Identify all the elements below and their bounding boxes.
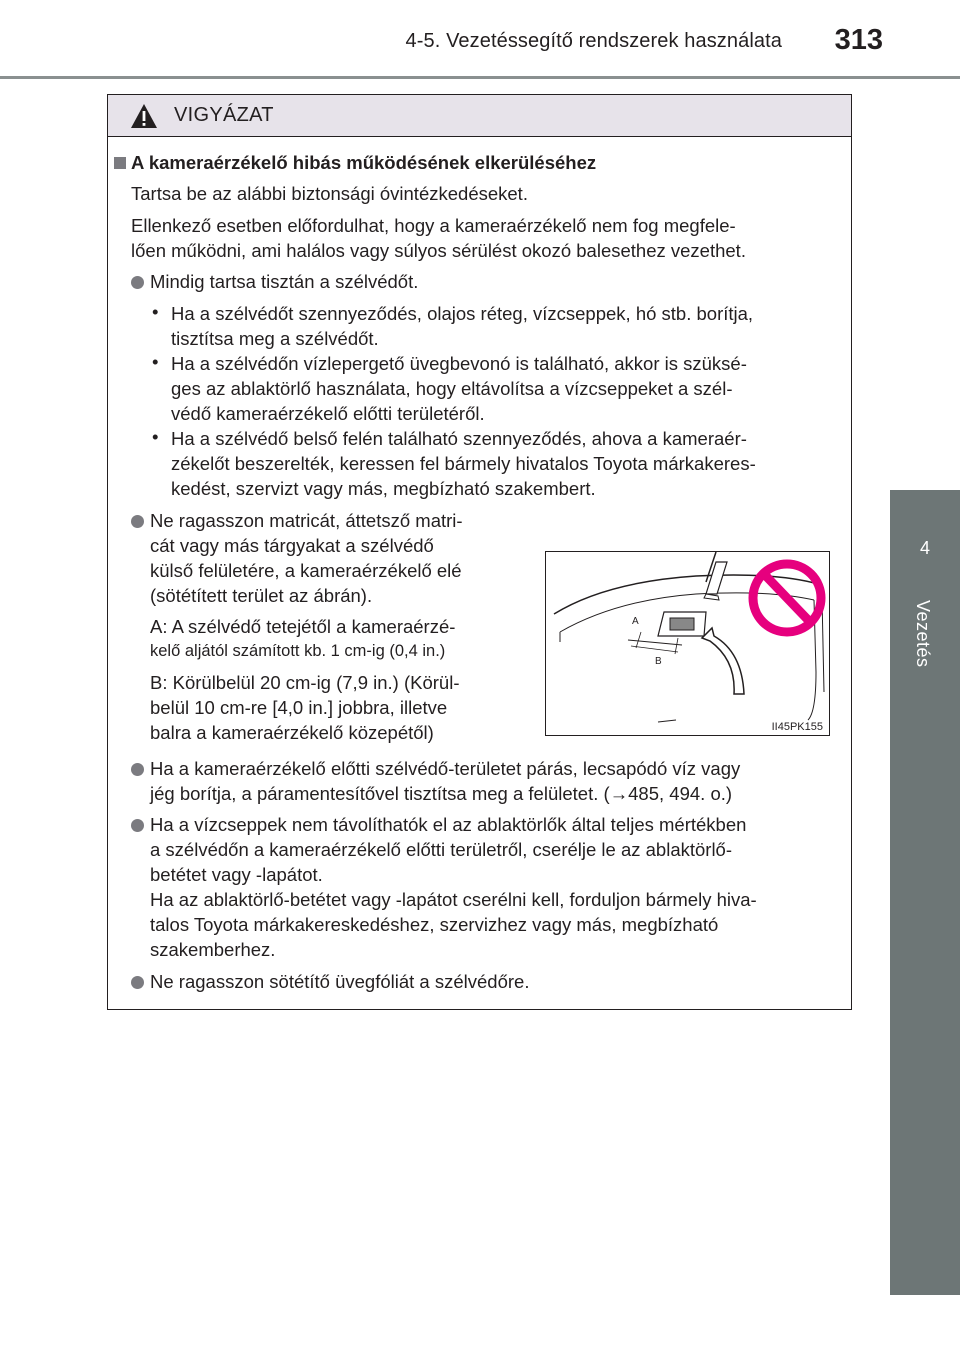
warning-box [107, 94, 852, 1010]
warning-triangle-icon [130, 103, 158, 129]
item-1-sub-2-c: védő kameraérzékelő előtti területéről. [171, 403, 485, 424]
item-1-sub-2-b: ges az ablaktörlő használata, hogy eltávolítsa a vízcseppeket a szél- [171, 378, 733, 399]
chapter-label: Vezetés [913, 600, 933, 668]
item-1-sub-2-a: Ha a szélvédőn vízlepergető üvegbevonó is található, akkor is szüksé- [171, 353, 747, 374]
item-4-e: talos Toyota márkakereskedéshez, szervizhez vagy más, megbízható [150, 914, 719, 935]
chapter-side-tab [890, 490, 960, 1295]
list-bullet [131, 819, 144, 832]
item-2-d: (sötétített terület az ábrán). [150, 585, 373, 606]
item-4-c: betétet vagy -lapátot. [150, 864, 323, 885]
section-title: A kameraérzékelő hibás működésének elkerüléséhez [131, 152, 597, 173]
list-bullet [131, 763, 144, 776]
sub-bullet: • [152, 351, 159, 372]
item-1-sub-3-c: kedést, szervizt vagy más, megbízható szakembert. [171, 478, 596, 499]
item-2-note-a-2: kelő aljától számított kb. 1 cm-ig (0,4 in.) [150, 642, 446, 660]
page-number: 313 [834, 24, 883, 56]
sub-bullet: • [152, 426, 159, 447]
item-2-note-b-3: balra a kameraérzékelő közepétől) [150, 722, 434, 743]
list-bullet [131, 276, 144, 289]
item-3-a: Ha a kameraérzékelő előtti szélvédő-területet párás, lecsapódó víz vagy [150, 758, 741, 779]
item-4-a: Ha a vízcseppek nem távolíthatók el az ablaktörlők által teljes mértékben [150, 814, 747, 835]
windshield-drawing [546, 552, 829, 735]
item-2-note-a-1: A: A szélvédő tetejétől a kameraérzé- [150, 616, 456, 637]
section-bullet [114, 157, 126, 169]
item-4-d: Ha az ablaktörlő-betétet vagy -lapátot cserélni kell, forduljon bármely hiva- [150, 889, 757, 910]
section-header: 4-5. Vezetéssegítő rendszerek használata [405, 30, 782, 52]
warning-title: VIGYÁZAT [174, 104, 274, 126]
item-2-a: Ne ragasszon matricát, áttetsző matri- [150, 510, 463, 531]
item-2-note-b-2: belül 10 cm-re [4,0 in.] jobbra, illetve [150, 697, 448, 718]
item-1-sub-3-b: zékelőt beszerelték, keressen fel bármely hivatalos Toyota márkakeres- [171, 453, 756, 474]
item-4-f: szakemberhez. [150, 939, 276, 960]
item-1-sub-3-a: Ha a szélvédő belső felén található szennyeződés, ahova a kameraér- [171, 428, 747, 449]
item-2-b: cát vagy más tárgyakat a szélvédő [150, 535, 434, 556]
item-2-note-b-1: B: Körülbelül 20 cm-ig (7,9 in.) (Körül- [150, 672, 460, 693]
intro-text-2a: Ellenkező esetben előfordulhat, hogy a kameraérzékelő nem fog megfele- [131, 215, 736, 236]
intro-text-2b: lően működni, ami halálos vagy súlyos sérülést okozó balesethez vezethet. [131, 240, 746, 261]
list-bullet [131, 515, 144, 528]
label-a: A [632, 616, 639, 627]
intro-text-1: Tartsa be az alábbi biztonsági óvintézkedéseket. [131, 183, 528, 204]
sub-bullet: • [152, 301, 159, 322]
item-3-b: jég borítja, a páramentesítővel tisztítsa meg a felületet. (→485, 494. o.) [150, 783, 733, 804]
illustration-code: II45PK155 [771, 721, 823, 733]
chapter-number: 4 [919, 538, 930, 558]
label-b: B [655, 656, 662, 667]
item-1-sub-1-b: tisztítsa meg a szélvédőt. [171, 328, 379, 349]
item-5: Ne ragasszon sötétítő üvegfóliát a szélvédőre. [150, 971, 530, 992]
item-4-b: a szélvédőn a kameraérzékelő előtti területről, cserélje le az ablaktörlő- [150, 839, 733, 860]
windshield-illustration [545, 551, 830, 736]
warning-header [108, 95, 851, 137]
item-1-sub-1-a: Ha a szélvédőt szennyeződés, olajos réteg, vízcseppek, hó stb. borítja, [171, 303, 754, 324]
item-2-c: külső felületére, a kameraérzékelő elé [150, 560, 462, 581]
item-1: Mindig tartsa tisztán a szélvédőt. [150, 271, 419, 292]
list-bullet [131, 976, 144, 989]
header-rule [0, 76, 960, 79]
